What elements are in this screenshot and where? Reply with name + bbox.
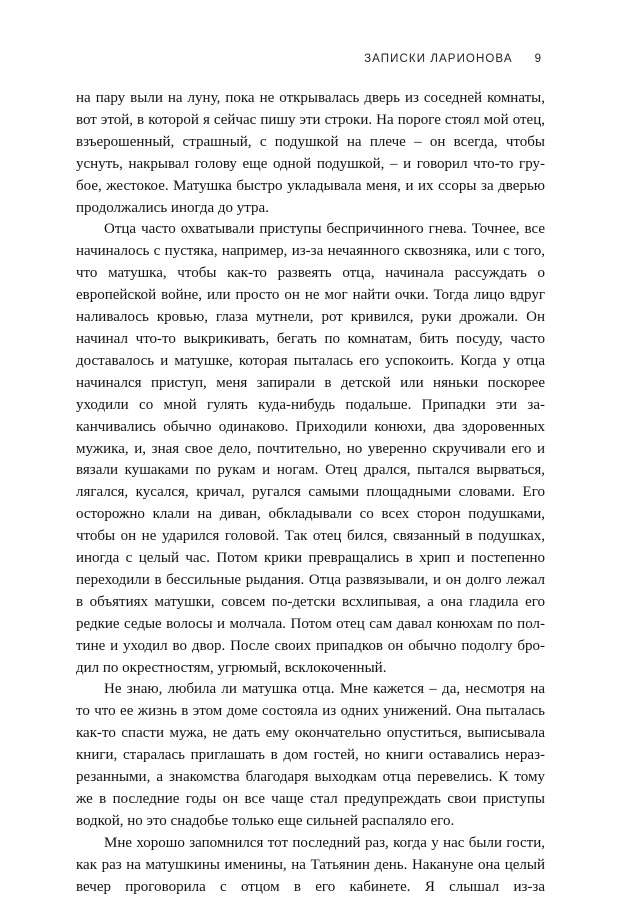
page-number: 9 (534, 53, 541, 65)
running-title: ЗАПИСКИ ЛАРИОНОВА (364, 53, 513, 65)
paragraph-1: на пару выли на луну, пока не открывалась дверь из соседней комнаты, вот этой, в которой я сейчас пишу эти строки. На пороге стоял мой отец, взъерошенный, страшный, с подушкой на плече – он всегда, чтобы уснуть, накрывал голову еще одной подушкой, – и говорил что-то грубое, жестокое. Матушка быстро укладывала меня, и их ссоры за дверью продолжались иногда до утра. (76, 90, 545, 216)
body-text (76, 88, 545, 899)
paragraph-3: Не знаю, любила ли матушка отца. Мне кажется – да, несмотря на то что ее жизнь в этом доме состояла из одних унижений. Она пыталась как-то спасти мужа, не дать ему окончательно опуститься, выписывала книги, старалась приглашать в дом гостей, но книги оставались неразрезанными, а знакомства благодаря выходкам отца перевелись. К тому же в последние годы он все чаще стал предупреждать свои приступы водкой, но это снадобье только еще сильней распаляло его. (76, 681, 545, 829)
paragraph-4: Мне хорошо запомнился тот последний раз, когда у нас были гости, как раз на матушкины именины, на Татьянин день. Накануне она целый вечер проговорила с отцом в его кабинете. Я слышал из-за (76, 834, 545, 895)
paragraph-2: Отца часто охватывали приступы беспричинного гнева. Точнее, все начиналось с пустяка, например, из-за нечаянного сквозняка, или с того, что матушка, чтобы как-то развеять отца, начинала рассуждать о европейской войне, или просто он не мог найти очки. Тогда лицо вдруг наливалось кровью, глаза мутнели, рот кривился, руки дрожали. Он начинал что-то выкрикивать, бегать по комнатам, бить посуду, часто доставалось и матушке, которая пыталась его успокоить. Когда у отца начинался приступ, меня запирали в детской или няньки поскорее уходили со мной гулять куда-нибудь подальше. Припадки эти заканчивались обычно одинаково. Приходили конюхи, два здоровенных мужика, и, зная свое дело, почтительно, но уверенно скручивали его и вязали кушаками по рукам и ногам. Отец дрался, пытался вырваться, лягался, кусался, кричал, ругался самыми площадными словами. Его осторожно клали на диван, обкладывали со всех сторон подушками, чтобы он не ударился головой. Так отец бился, связанный в подушках, иногда с целый час. Потом крики превращались в хрип и постепенно переходили в бессильные рыдания. Отца развязывали, и он долго лежал в объятиях матушки, совсем по-детски всхлипывая, а она гладила его редкие седые волосы и молчала. Потом отец сам давал конюхам по полтине и уходил во двор. После своих припадков он обычно подолгу бродил по окрестностям, угрюмый, всклокоченный. (76, 221, 545, 676)
running-header (364, 53, 541, 65)
